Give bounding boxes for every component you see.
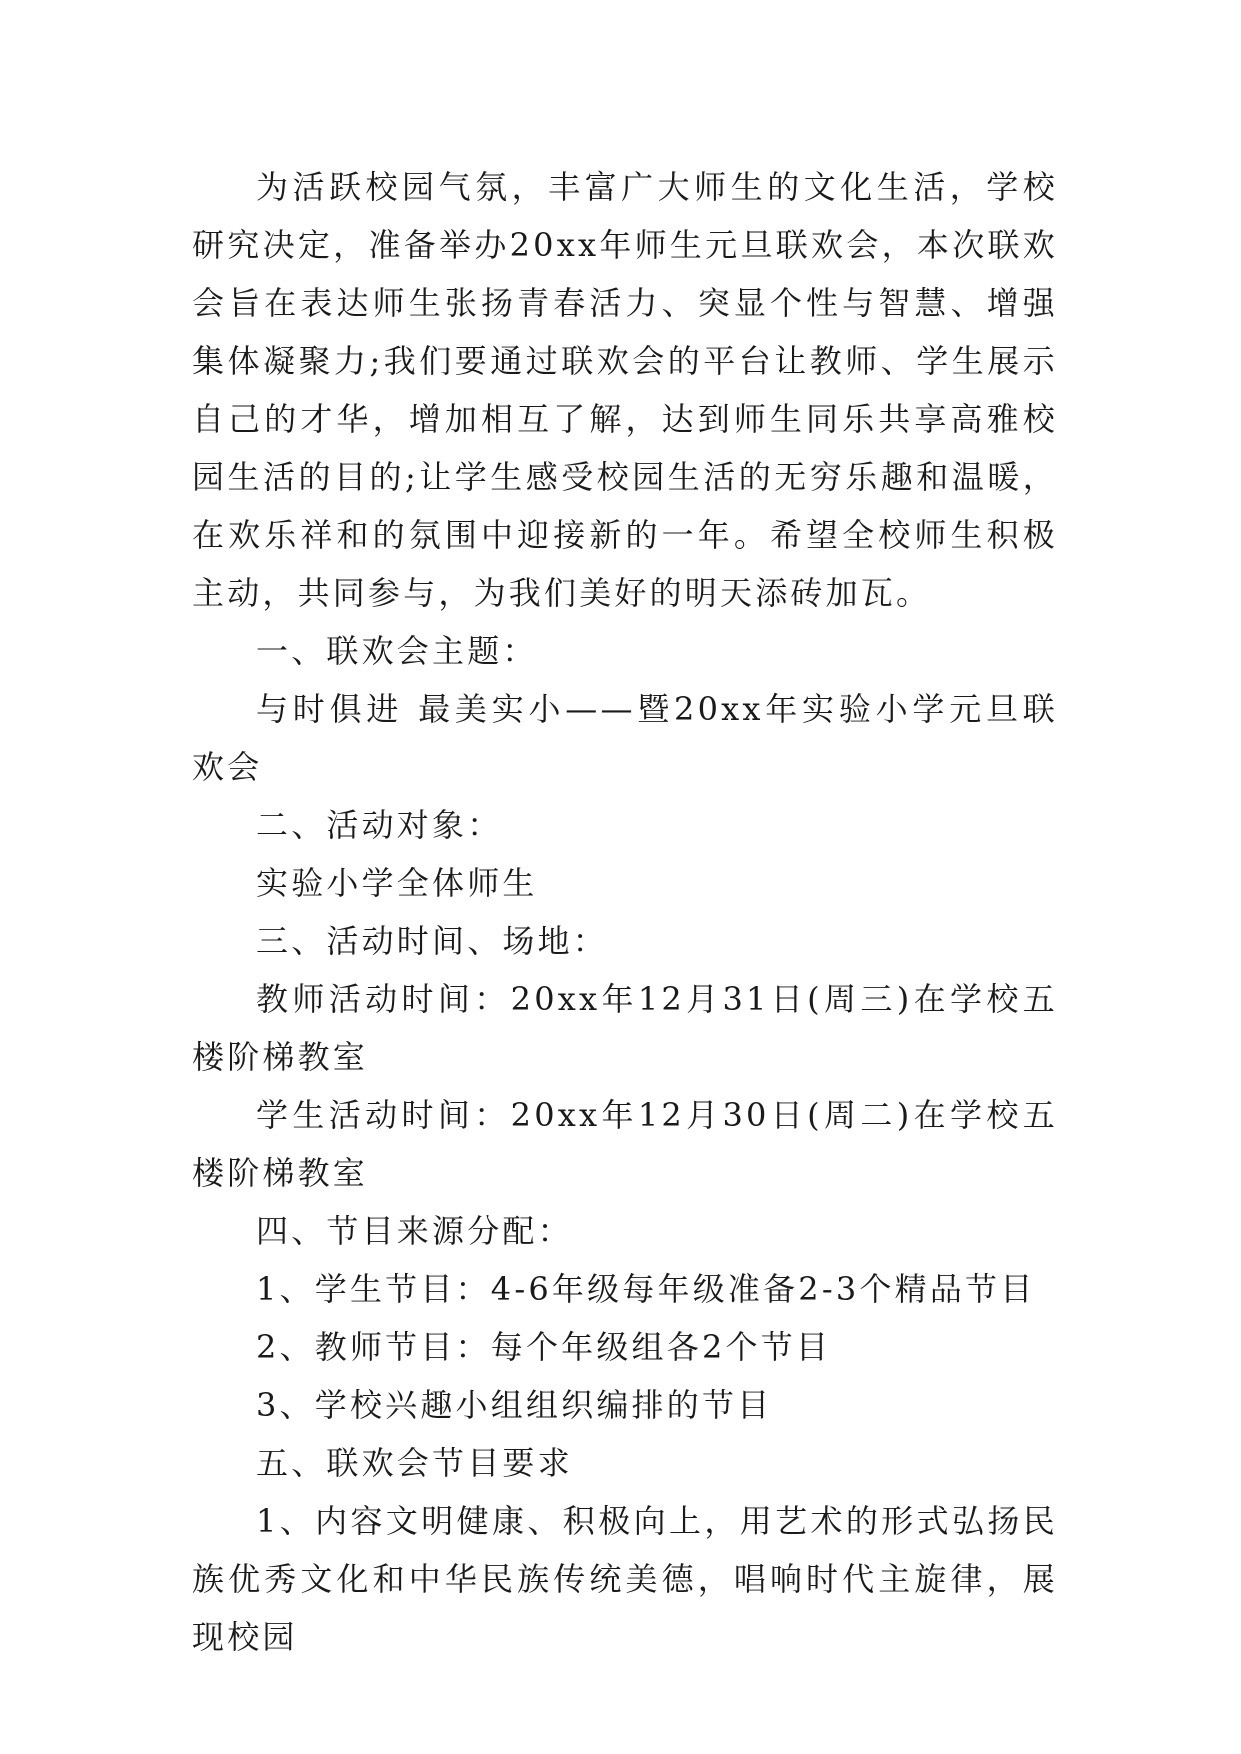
teacher-event-time: 教师活动时间：20xx年12月31日(周三)在学校五楼阶梯教室 (192, 980, 1058, 1076)
section-heading-program-requirements: 五、联欢会节目要求 (256, 1444, 573, 1482)
student-event-time: 学生活动时间：20xx年12月30日(周二)在学校五楼阶梯教室 (192, 1096, 1058, 1192)
program-source-item: 1、学生节目：4-6年级每年级准备2-3个精品节目 (256, 1270, 1036, 1308)
audience-text: 实验小学全体师生 (256, 864, 538, 902)
theme-text: 与时俱进 最美实小——暨20xx年实验小学元旦联欢会 (192, 690, 1058, 786)
intro-paragraph: 为活跃校园气氛，丰富广大师生的文化生活，学校研究决定，准备举办20xx年师生元旦联欢会，本次联欢会旨在表达师生张扬青春活力、突显个性与智慧、增强集体凝聚力;我们要通过联欢会的平台让教师、学生展示自己的才华，增加相互了解，达到师生同乐共享高雅校园生活的目的;让学生感受校园生活的无穷乐趣和温暖，在欢乐祥和的氛围中迎接新的一年。希望全校师生积极主动，共同参与，为我们美好的明天添砖加瓦。 (192, 168, 1058, 612)
section-heading-time-venue: 三、活动时间、场地： (256, 922, 609, 960)
document-body (192, 158, 1058, 1666)
section-heading-audience: 二、活动对象： (256, 806, 503, 844)
requirement-item: 1、内容文明健康、积极向上，用艺术的形式弘扬民族优秀文化和中华民族传统美德，唱响时代主旋律，展现校园 (192, 1502, 1058, 1656)
program-source-item: 2、教师节目：每个年级组各2个节目 (256, 1328, 832, 1366)
section-heading-program-source: 四、节目来源分配： (256, 1212, 573, 1250)
program-source-item: 3、学校兴趣小组组织编排的节目 (256, 1386, 773, 1424)
section-heading-theme: 一、联欢会主题： (256, 632, 538, 670)
